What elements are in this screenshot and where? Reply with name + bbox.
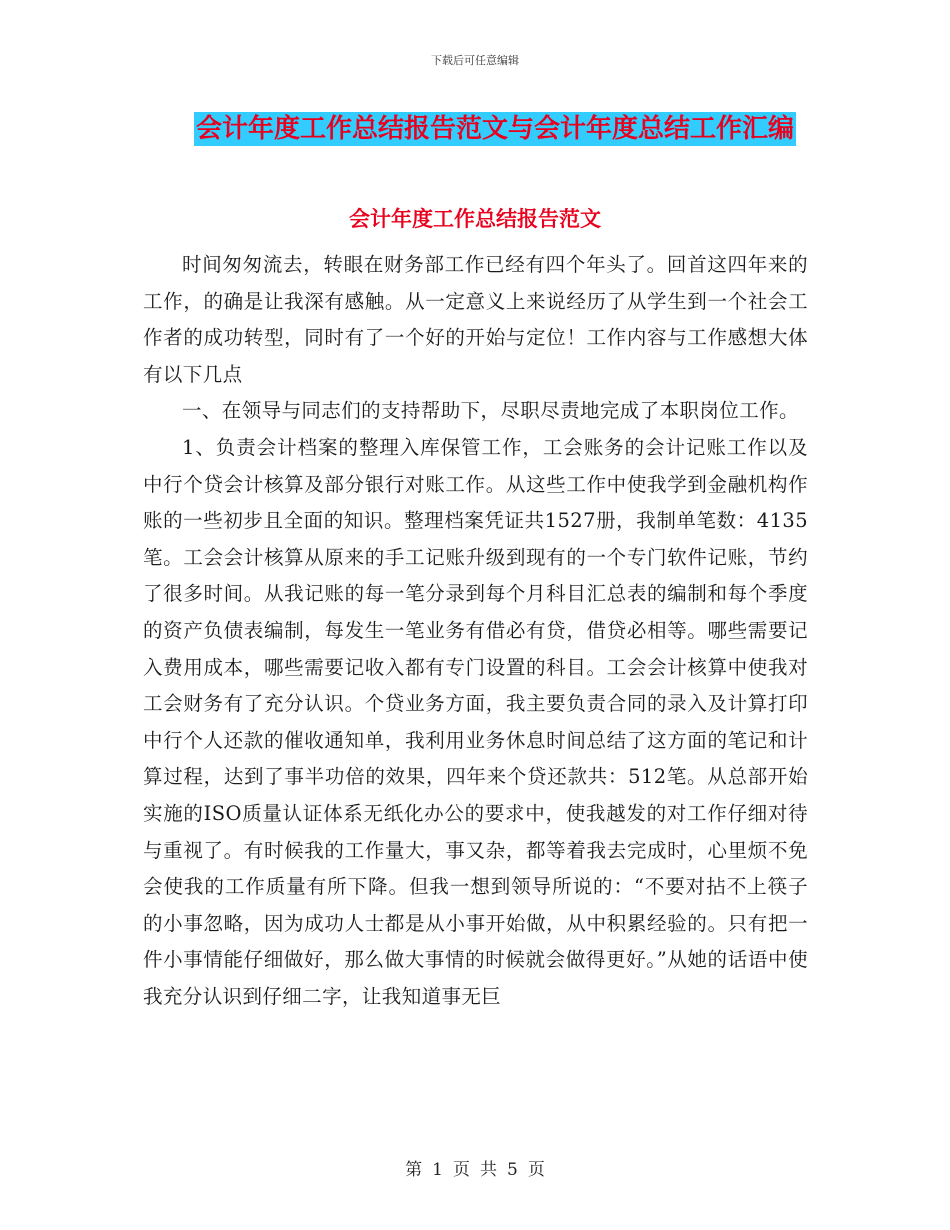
footer-page-mid: 页 <box>453 1160 470 1180</box>
paragraph-intro: 时间匆匆流去，转眼在财务部工作已经有四个年头了。回首这四年来的工作，的确是让我深有感触。从一定意义上来说经历了从学生到一个社会工作者的成功转型，同时有了一个好的开始与定位！工作内容与工作感想大体有以下几点 <box>143 253 808 386</box>
page-footer <box>0 1155 950 1180</box>
footer-page-current: 1 <box>432 1160 443 1180</box>
header-note: 下载后可任意编辑 <box>431 54 519 67</box>
paragraph-heading-one: 一、在领导与同志们的支持帮助下，尽职尽责地完成了本职岗位工作。 <box>182 399 799 423</box>
footer-page-suffix: 页 <box>527 1160 545 1180</box>
footer-page-prefix: 第 <box>405 1160 423 1180</box>
section-title: 会计年度工作总结报告范文 <box>349 207 601 231</box>
document-main-title: 会计年度工作总结报告范文与会计年度总结工作汇编 <box>196 114 795 144</box>
footer-page-total: 5 <box>507 1160 518 1180</box>
document-body <box>143 247 808 1015</box>
footer-page-total-prefix: 共 <box>480 1160 497 1180</box>
paragraph-item-one: 1、负责会计档案的整理入库保管工作，工会账务的会计记账工作以及中行个贷会计核算及部分银行对账工作。从这些工作中使我学到金融机构作账的一些初步且全面的知识。整理档案凭证共1527册，我制单笔数：4135笔。工会会计核算从原来的手工记账升级到现有的一个专门软件记账，节约了很多时间。从我记账的每一笔分录到每个月科目汇总表的编制和每个季度的资产负债表编制，每发生一笔业务有借必有贷，借贷必相等。哪些需要记入费用成本，哪些需要记收入都有专门设置的科目。工会会计核算中使我对工会财务有了充分认识。个贷业务方面，我主要负责合同的录入及计算打印中行个人还款的催收通知单，我利用业务休息时间总结了这方面的笔记和计算过程，达到了事半功倍的效果，四年来个贷还款共：512笔。从总部开始实施的ISO质量认证体系无纸化办公的要求中，使我越发的对工作仔细对待与重视了。有时候我的工作量大，事又杂，都等着我去完成时，心里烦不免会使我的工作质量有所下降。但我一想到领导所说的：“不要对拈不上筷子的小事忽略，因为成功人士都是从小事开始做，从中积累经验的。只有把一件小事情能仔细做好，那么做大事情的时候就会做得更好。”从她的话语中使我充分认识到仔细二字，让我知道事无巨 <box>143 435 808 1008</box>
